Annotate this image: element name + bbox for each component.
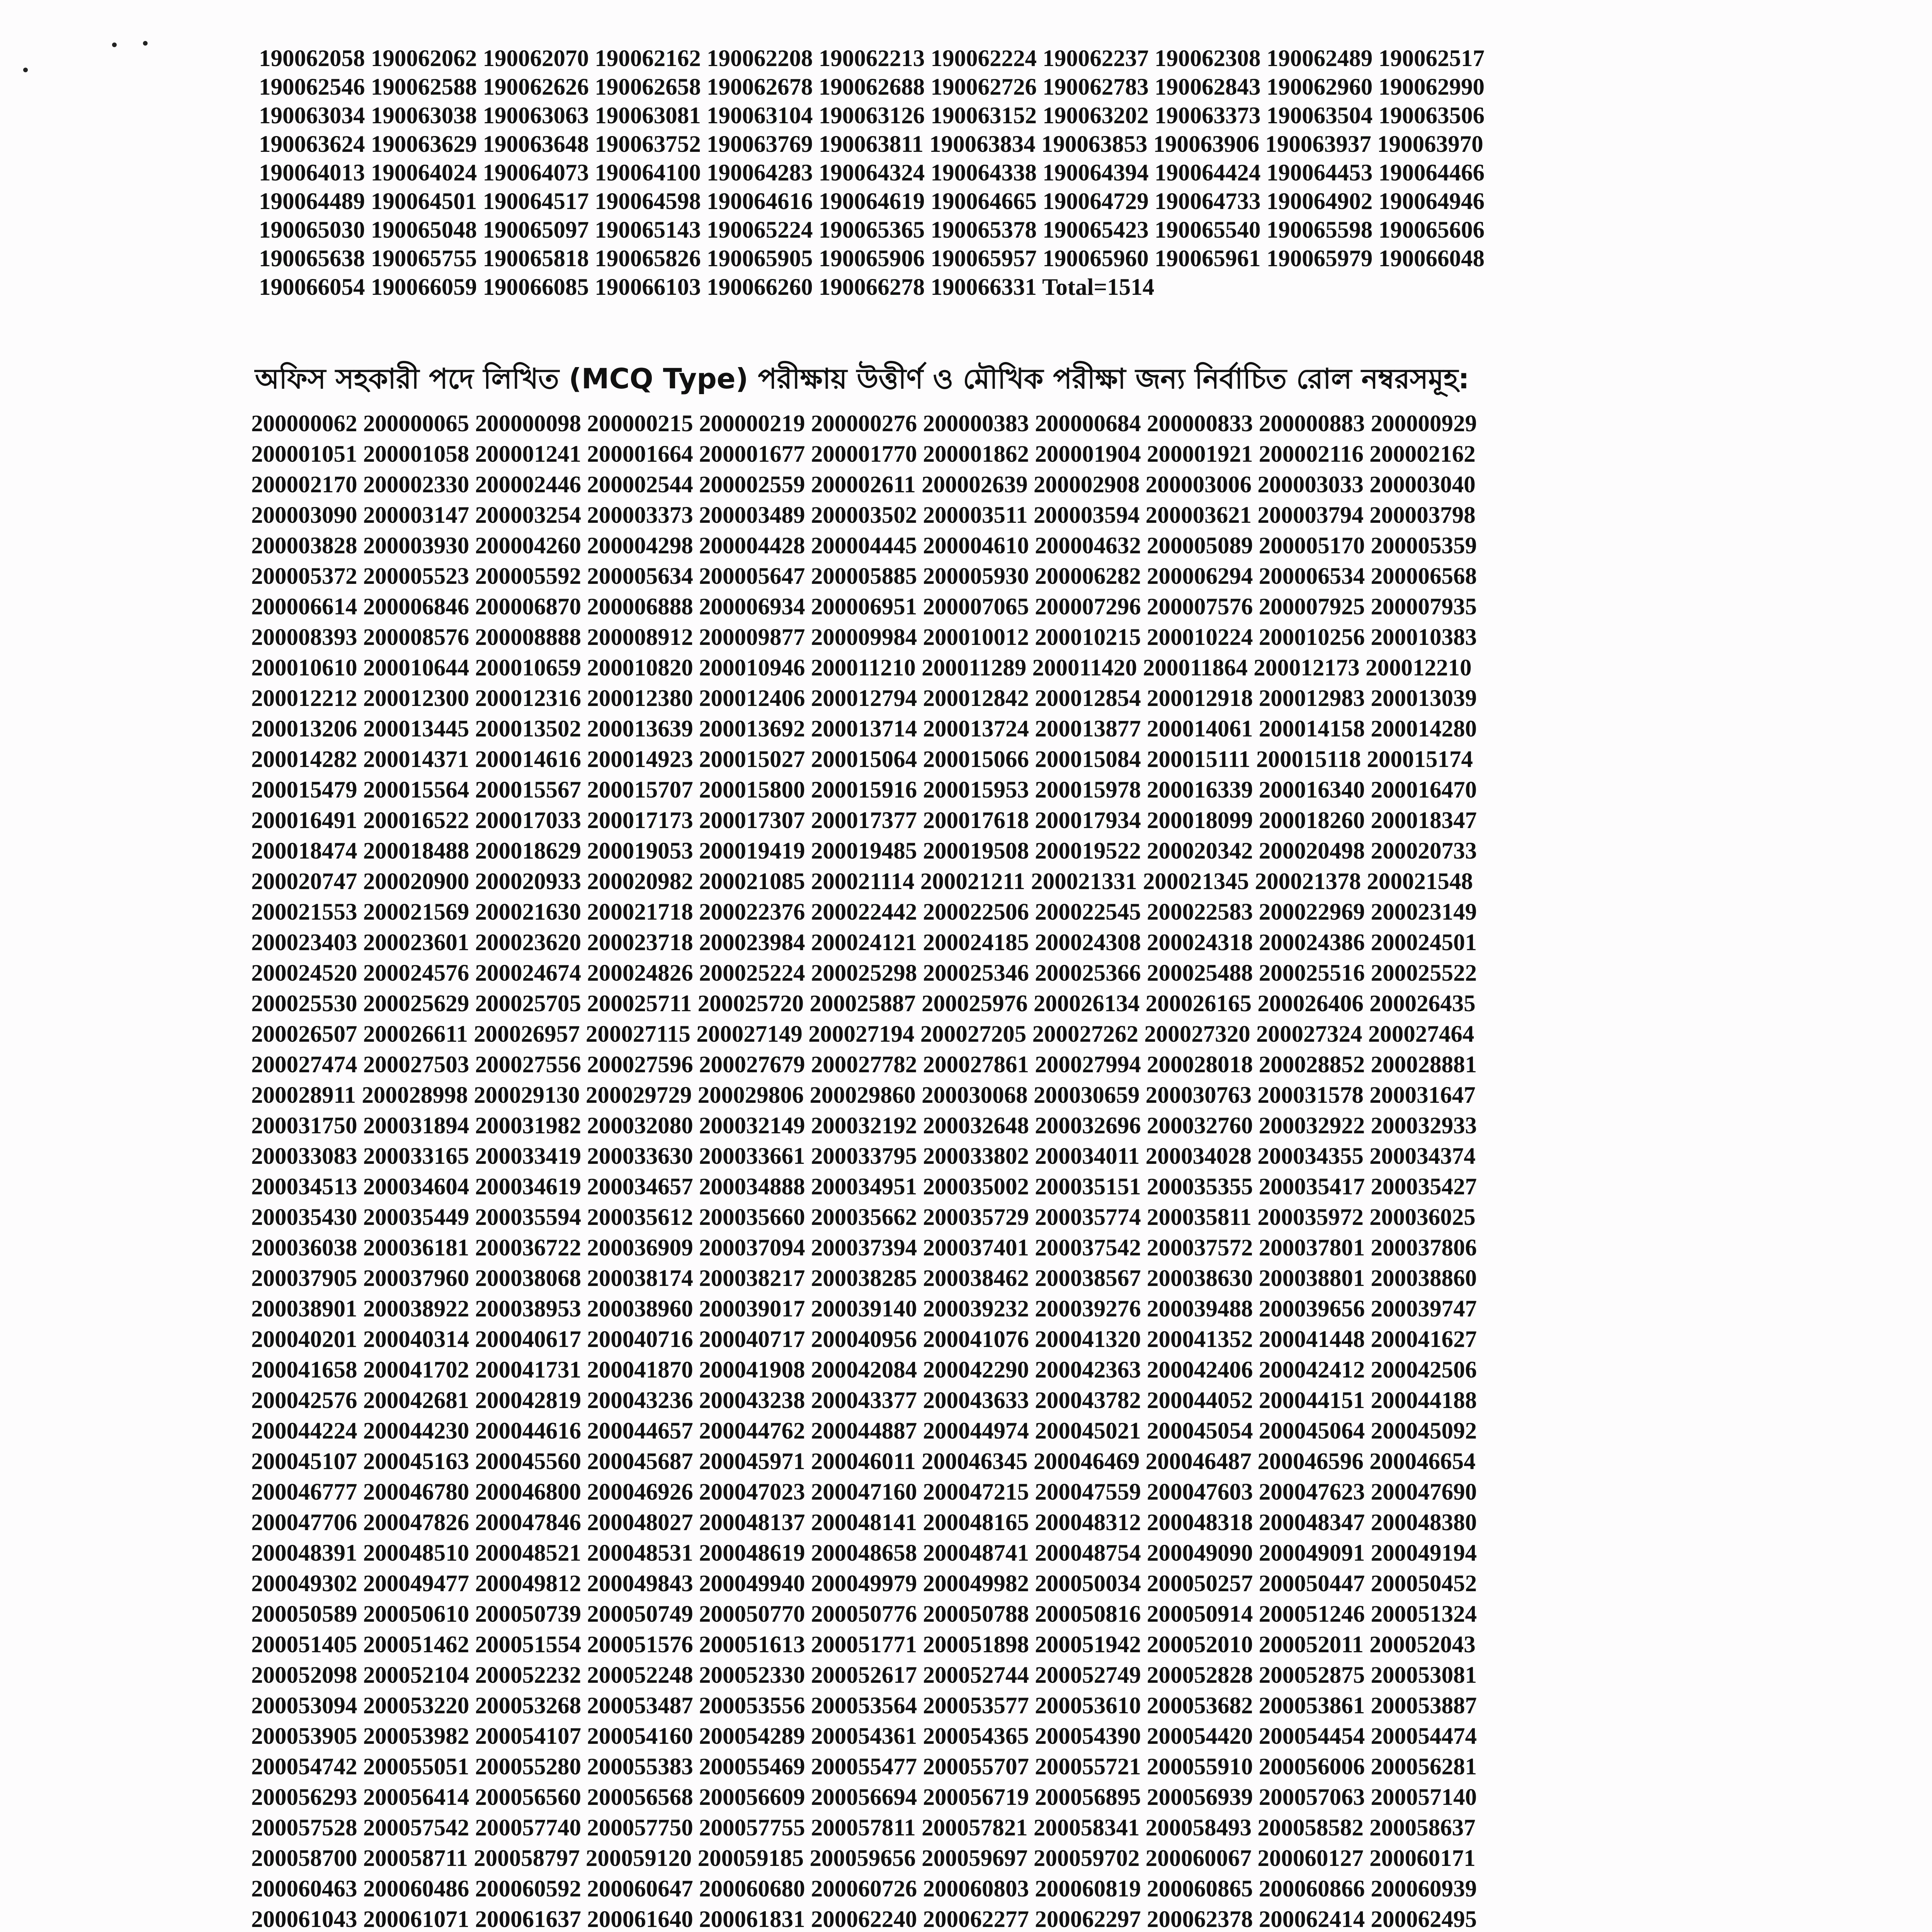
roll-number-row: 200053905 200053982 200054107 200054160 200054289 200054361 200054365 200054390 200054420 200054454 200054474 — [251, 1723, 1477, 1749]
section-2-heading: অফিস সহকারী পদে লিখিত (MCQ Type) পরীক্ষায় উত্তীর্ণ ও মৌখিক পরীক্ষা জন্য নির্বাচিত রোল নম্বরসমূহ: — [255, 362, 1469, 395]
roll-number-row: 200057528 200057542 200057740 200057750 200057755 200057811 200057821 200058341 200058493 200058582 200058637 — [251, 1815, 1476, 1841]
roll-number-row: 200003828 200003930 200004260 200004298 200004428 200004445 200004610 200004632 200005089 200005170 200005359 — [251, 533, 1477, 559]
scan-specks — [23, 31, 178, 85]
roll-number-row: 190065030 190065048 190065097 190065143 190065224 190065365 190065378 190065423 190065540 190065598 190065606 — [259, 217, 1485, 243]
roll-number-row: 200036038 200036181 200036722 200036909 200037094 200037394 200037401 200037542 200037572 200037801 200037806 — [251, 1235, 1477, 1261]
roll-number-row: 200023403 200023601 200023620 200023718 200023984 200024121 200024185 200024308 200024318 200024386 200024501 — [251, 930, 1477, 956]
roll-number-row: 200054742 200055051 200055280 200055383 200055469 200055477 200055707 200055721 200055910 200056006 200056281 — [251, 1754, 1477, 1780]
roll-number-row: 200015479 200015564 200015567 200015707 200015800 200015916 200015953 200015978 200016339 200016340 200016470 — [251, 777, 1477, 803]
roll-number-row: 200049302 200049477 200049812 200049843 200049940 200049979 200049982 200050034 200050257 200050447 200050452 — [251, 1571, 1477, 1597]
roll-number-row: 200046777 200046780 200046800 200046926 200047023 200047160 200047215 200047559 200047603 200047623 200047690 — [251, 1479, 1477, 1505]
roll-number-row: 200027474 200027503 200027556 200027596 200027679 200027782 200027861 200027994 200028018 200028852 200028881 — [251, 1052, 1477, 1078]
roll-number-row: 200020747 200020900 200020933 200020982 200021085 200021114 200021211 200021331 200021345 200021378 200021548 — [251, 869, 1473, 895]
roll-number-row: 200005372 200005523 200005592 200005634 200005647 200005885 200005930 200006282 200006294 200006534 200006568 — [251, 563, 1477, 589]
roll-number-row: 190064489 190064501 190064517 190064598 190064616 190064619 190064665 190064729 190064733 190064902 190064946 — [259, 189, 1485, 214]
roll-number-row: 200003090 200003147 200003254 200003373 200003489 200003502 200003511 200003594 200003621 200003794 200003798 — [251, 502, 1476, 528]
roll-number-row: 200000062 200000065 200000098 200000215 200000219 200000276 200000383 200000684 200000833 200000883 200000929 — [251, 411, 1477, 437]
roll-number-row: 200031750 200031894 200031982 200032080 200032149 200032192 200032648 200032696 200032760 200032922 200032933 — [251, 1113, 1477, 1139]
roll-number-row: 200008393 200008576 200008888 200008912 200009877 200009984 200010012 200010215 200010224 200010256 200010383 — [251, 624, 1477, 650]
roll-number-row: 200041658 200041702 200041731 200041870 200041908 200042084 200042290 200042363 200042406 200042412 200042506 — [251, 1357, 1477, 1383]
roll-number-row: 200028911 200028998 200029130 200029729 200029806 200029860 200030068 200030659 200030763 200031578 200031647 — [251, 1082, 1476, 1108]
roll-number-row: 200016491 200016522 200017033 200017173 200017307 200017377 200017618 200017934 200018099 200018260 200018347 — [251, 808, 1477, 833]
roll-number-row: 190062058 190062062 190062070 190062162 190062208 190062213 190062224 190062237 190062308 190062489 190062517 — [259, 46, 1485, 71]
roll-number-row: 190064013 190064024 190064073 190064100 190064283 190064324 190064338 190064394 190064424 190064453 190064466 — [259, 160, 1485, 186]
roll-number-row: 200002170 200002330 200002446 200002544 200002559 200002611 200002639 200002908 200003006 200003033 200003040 — [251, 472, 1476, 498]
roll-number-row: 200024520 200024576 200024674 200024826 200025224 200025298 200025346 200025366 200025488 200025516 200025522 — [251, 960, 1477, 986]
scan-speck — [143, 41, 148, 46]
roll-number-row: 200058700 200058711 200058797 200059120 200059185 200059656 200059697 200059702 200060067 200060127 200060171 — [251, 1845, 1476, 1871]
roll-number-row: 200012212 200012300 200012316 200012380 200012406 200012794 200012842 200012854 200012918 200012983 200013039 — [251, 685, 1477, 711]
roll-number-row: 190062546 190062588 190062626 190062658 190062678 190062688 190062726 190062783 190062843 190062960 190062990 — [259, 74, 1485, 100]
roll-number-row: 200021553 200021569 200021630 200021718 200022376 200022442 200022506 200022545 200022583 200022969 200023149 — [251, 899, 1477, 925]
roll-number-row: 200045107 200045163 200045560 200045687 200045971 200046011 200046345 200046469 200046487 200046596 200046654 — [251, 1449, 1476, 1475]
roll-number-row: 200052098 200052104 200052232 200052248 200052330 200052617 200052744 200052749 200052828 200052875 200053081 — [251, 1662, 1477, 1688]
roll-number-row: 200061043 200061071 200061637 200061640 200061831 200062240 200062277 200062297 200062378 200062414 200062495 — [251, 1906, 1477, 1932]
roll-number-row: 200001051 200001058 200001241 200001664 200001677 200001770 200001862 200001904 200001921 200002116 200002162 — [251, 441, 1476, 467]
roll-number-row: 200033083 200033165 200033419 200033630 200033661 200033795 200033802 200034011 200034028 200034355 200034374 — [251, 1143, 1476, 1169]
roll-number-row: 190065638 190065755 190065818 190065826 190065905 190065906 190065957 190065960 190065961 190065979 190066048 — [259, 246, 1485, 272]
roll-number-row: 190066054 190066059 190066085 190066103 190066260 190066278 190066331 Total=1514 — [259, 274, 1155, 300]
roll-number-row: 190063624 190063629 190063648 190063752 190063769 190063811 190063834 190063853 190063906 190063937 190063970 — [259, 131, 1483, 157]
roll-number-row: 200060463 200060486 200060592 200060647 200060680 200060726 200060803 200060819 200060865 200060866 200060939 — [251, 1876, 1477, 1902]
roll-number-row: 200038901 200038922 200038953 200038960 200039017 200039140 200039232 200039276 200039488 200039656 200039747 — [251, 1296, 1477, 1322]
roll-number-row: 200051405 200051462 200051554 200051576 200051613 200051771 200051898 200051942 200052010 200052011 200052043 — [251, 1632, 1476, 1658]
roll-number-row: 200056293 200056414 200056560 200056568 200056609 200056694 200056719 200056895 200056939 200057063 200057140 — [251, 1784, 1477, 1810]
roll-number-row: 200034513 200034604 200034619 200034657 200034888 200034951 200035002 200035151 200035355 200035417 200035427 — [251, 1174, 1477, 1200]
roll-number-row: 190063034 190063038 190063063 190063081 190063104 190063126 190063152 190063202 190063373 190063504 190063506 — [259, 103, 1485, 129]
roll-number-row: 200013206 200013445 200013502 200013639 200013692 200013714 200013724 200013877 200014061 200014158 200014280 — [251, 716, 1477, 742]
roll-number-row: 200025530 200025629 200025705 200025711 200025720 200025887 200025976 200026134 200026165 200026406 200026435 — [251, 991, 1476, 1017]
scan-speck — [112, 43, 117, 47]
roll-number-row: 200006614 200006846 200006870 200006888 200006934 200006951 200007065 200007296 200007576 200007925 200007935 — [251, 594, 1477, 620]
roll-number-row: 200010610 200010644 200010659 200010820 200010946 200011210 200011289 200011420 200011864 200012173 200012210 — [251, 655, 1472, 681]
scan-speck — [23, 68, 28, 72]
roll-number-row: 200047706 200047826 200047846 200048027 200048137 200048141 200048165 200048312 200048318 200048347 200048380 — [251, 1510, 1477, 1536]
roll-number-row: 200050589 200050610 200050739 200050749 200050770 200050776 200050788 200050816 200050914 200051246 200051324 — [251, 1601, 1477, 1627]
roll-number-row: 200044224 200044230 200044616 200044657 200044762 200044887 200044974 200045021 200045054 200045064 200045092 — [251, 1418, 1477, 1444]
roll-number-row: 200040201 200040314 200040617 200040716 200040717 200040956 200041076 200041320 200041352 200041448 200041627 — [251, 1327, 1477, 1352]
roll-number-row: 200037905 200037960 200038068 200038174 200038217 200038285 200038462 200038567 200038630 200038801 200038860 — [251, 1265, 1477, 1291]
roll-number-row: 200042576 200042681 200042819 200043236 200043238 200043377 200043633 200043782 200044052 200044151 200044188 — [251, 1388, 1477, 1413]
roll-number-row: 200053094 200053220 200053268 200053487 200053556 200053564 200053577 200053610 200053682 200053861 200053887 — [251, 1693, 1477, 1719]
roll-number-row: 200014282 200014371 200014616 200014923 200015027 200015064 200015066 200015084 200015111 200015118 200015174 — [251, 747, 1473, 772]
roll-number-row: 200026507 200026611 200026957 200027115 200027149 200027194 200027205 200027262 200027320 200027324 200027464 — [251, 1021, 1475, 1047]
roll-number-row: 200018474 200018488 200018629 200019053 200019419 200019485 200019508 200019522 200020342 200020498 200020733 — [251, 838, 1477, 864]
roll-number-row: 200035430 200035449 200035594 200035612 200035660 200035662 200035729 200035774 200035811 200035972 200036025 — [251, 1204, 1476, 1230]
roll-number-row: 200048391 200048510 200048521 200048531 200048619 200048658 200048741 200048754 200049090 200049091 200049194 — [251, 1540, 1477, 1566]
